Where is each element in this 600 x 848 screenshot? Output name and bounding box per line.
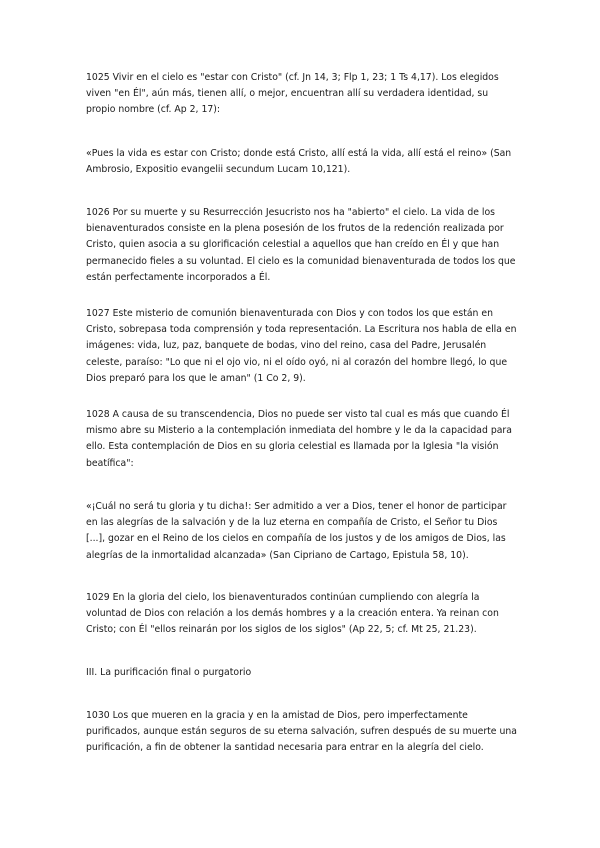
paragraph-1030: 1030 Los que mueren en la gracia y en la amistad de Dios, pero imperfectamente purificados, aunque están seguros de su eterna salvación, sufren después de su muerte una purificación, a fin de obtener la santidad necesaria para entrar en la alegría del cielo.	[86, 710, 517, 754]
paragraph-1029: 1029 En la gloria del cielo, los bienaventurados continúan cumpliendo con alegría la voluntad de Dios con relación a los demás hombres y a la creación entera. Ya reinan con Cristo; con Él "ellos reinarán por los siglos de los siglos" (Ap 22, 5; cf. Mt 25, 21.23).	[86, 592, 499, 636]
quote-san-cipriano: «¡Cuál no será tu gloria y tu dicha!: Ser admitido a ver a Dios, tener el honor de participar en las alegrías de la salvación y de la luz eterna en compañía de Cristo, el Señor tu Dios [...], gozar en el Reino de los cielos en compañía de los justos y de los amigos de Dios, las alegrías de la inmortalidad alcanzada» (San Cipriano de Cartago, Epistula 58, 10).	[86, 501, 507, 561]
quote-san-ambrosio: «Pues la vida es estar con Cristo; donde está Cristo, allí está la vida, allí está el reino» (San Ambrosio, Expositio evangelii secundum Lucam 10,121).	[86, 148, 512, 176]
paragraph-1025: 1025 Vivir en el cielo es "estar con Cristo" (cf. Jn 14, 3; Flp 1, 23; 1 Ts 4,17). Los elegidos viven "en Él", aún más, tienen allí, o mejor, encuentran allí su verdadera identidad, su propio nombre (cf. Ap 2, 17):	[86, 72, 499, 116]
paragraph-1027: 1027 Este misterio de comunión bienaventurada con Dios y con todos los que están en Cristo, sobrepasa toda comprensión y toda representación. La Escritura nos habla de ella en imágenes: vida, luz, paz, banquete de bodas, vino del reino, casa del Padre, Jerusalén celeste, paraíso: "Lo que ni el ojo vio, ni el oído oyó, ni al corazón del hombre llegó, lo que Dios preparó para los que le aman" (1 Co 2, 9).	[86, 308, 517, 384]
section-heading: III. La purificación final o purgatorio	[86, 667, 252, 678]
paragraph-1026: 1026 Por su muerte y su Resurrección Jesucristo nos ha "abierto" el cielo. La vida de los bienaventurados consiste en la plena posesión de los frutos de la redención realizada por Cristo, quien asocia a su glorificación celestial a aquellos que han creído en Él y que han permanecido fieles a su voluntad. El cielo es la comunidad bienaventurada de todos los que están perfectamente incorporados a Él.	[86, 207, 516, 283]
paragraph-1028: 1028 A causa de su transcendencia, Dios no puede ser visto tal cual es más que cuando Él mismo abre su Misterio a la contemplación inmediata del hombre y le da la capacidad para ello. Esta contemplación de Dios en su gloria celestial es llamada por la Iglesia "la visión beatífica":	[86, 409, 512, 469]
